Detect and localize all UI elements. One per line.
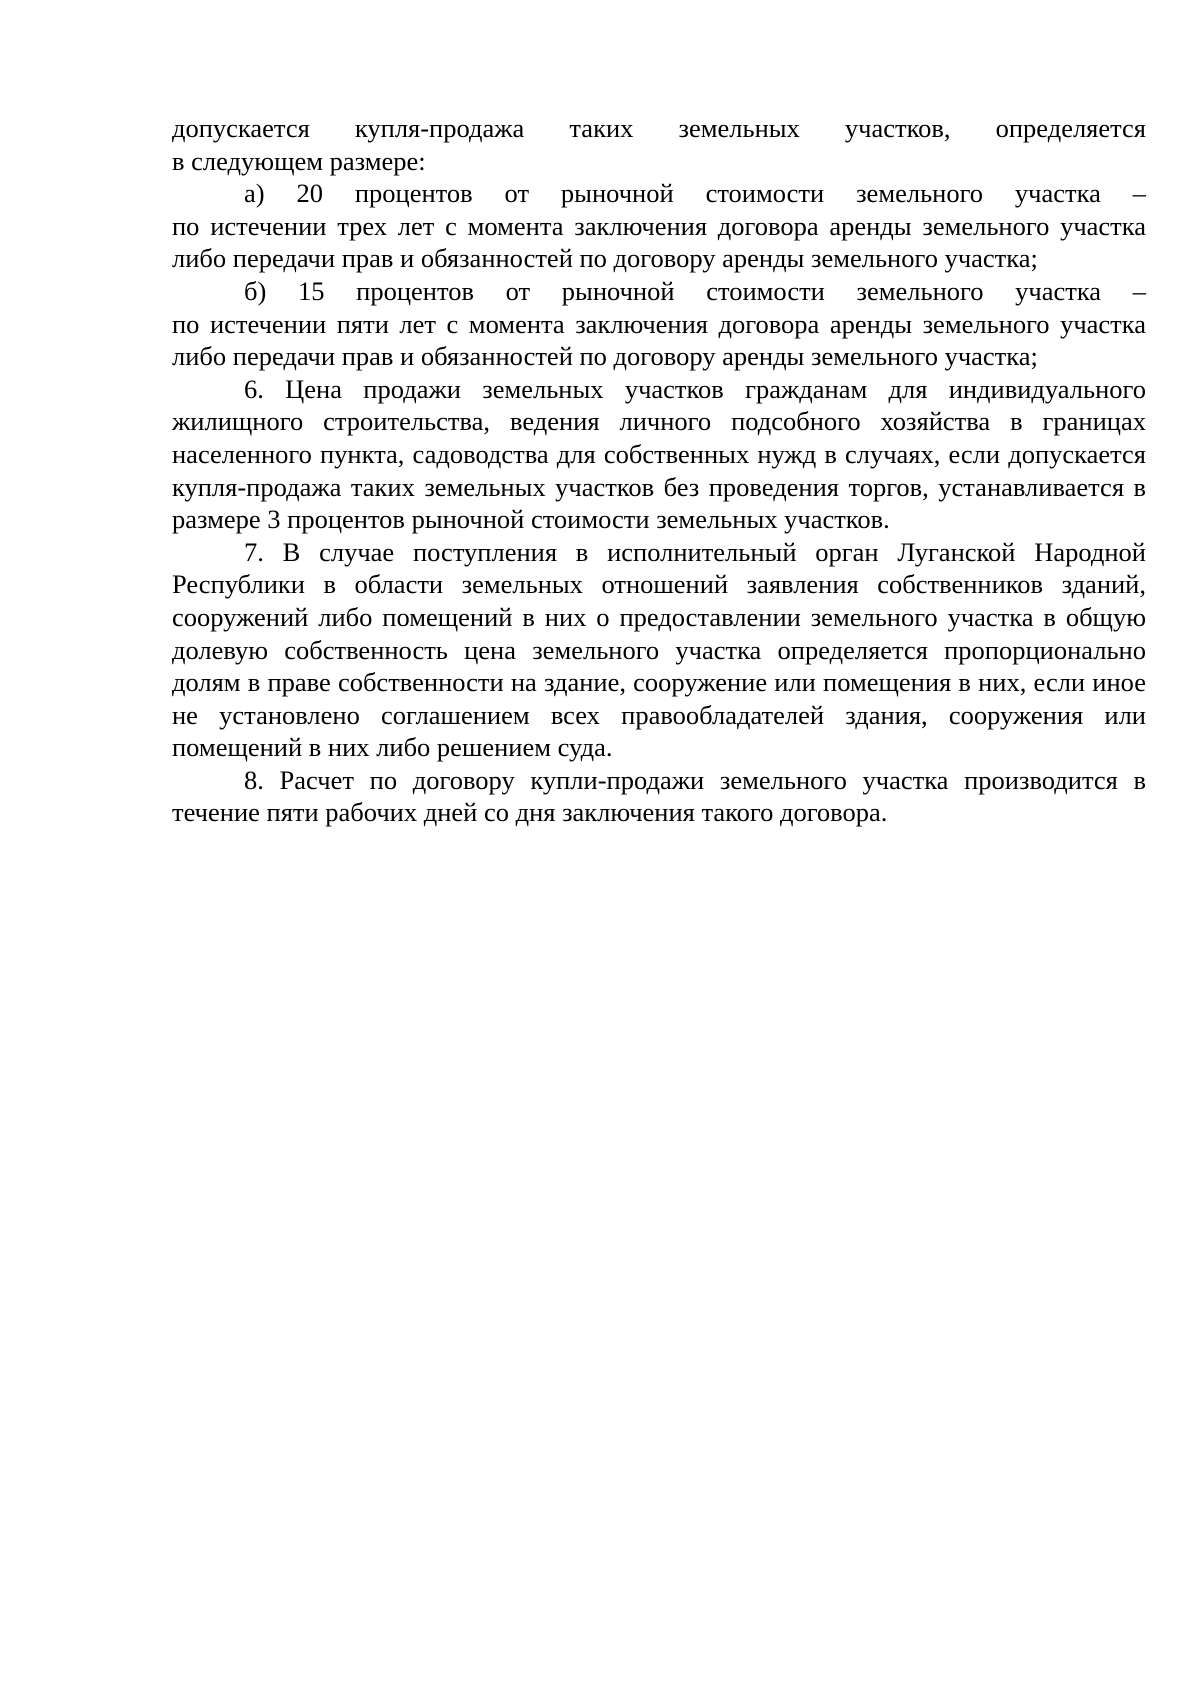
paragraph-6: 6. Цена продажи земельных участков гражданам для индивидуального жилищного строительства, ведения личного подсобного хозяйства в границах населенного пункта, садоводства для собственных нужд в случаях, если допускается купля-продажа таких земельных участков без проведения торгов, устанавливается в размере 3 процентов рыночной стоимости земельных участков. <box>172 373 1146 535</box>
paragraph-7: 7. В случае поступления в исполнительный орган Луганской Народной Республики в области земельных отношений заявления собственников зданий, сооружений либо помещений в них о предоставлении земельного участка в общую долевую собственность цена земельного участка определяется пропорционально долям в праве собственности на здание, сооружение или помещения в них, если иное не установлено соглашением всех правообладателей здания, сооружения или помещений в них либо решением суда. <box>172 536 1146 763</box>
continuation-line-2: в следующем размере: <box>172 145 426 176</box>
item-b-rest: по истечении пяти лет с момента заключения договора аренды земельного участка либо передачи прав и обязанностей по договору аренды земельного участка; <box>172 308 1146 372</box>
item-a-paragraph <box>172 177 1146 275</box>
item-a-first-line: а) 20 процентов от рыночной стоимости земельного участка – <box>244 178 1146 209</box>
document-body <box>172 112 1146 829</box>
continuation-line-1: допускается купля-продажа таких земельных участков, определяется <box>172 113 1146 143</box>
item-b-paragraph <box>172 275 1146 373</box>
item-a-rest: по истечении трех лет с момента заключения договора аренды земельного участка либо передачи прав и обязанностей по договору аренды земельного участка; <box>172 210 1146 274</box>
paragraph-8: 8. Расчет по договору купли-продажи земельного участка производится в течение пяти рабочих дней со дня заключения такого договора. <box>172 764 1146 828</box>
item-b-first-line: б) 15 процентов от рыночной стоимости земельного участка – <box>244 275 1146 306</box>
continuation-paragraph <box>172 112 1146 177</box>
